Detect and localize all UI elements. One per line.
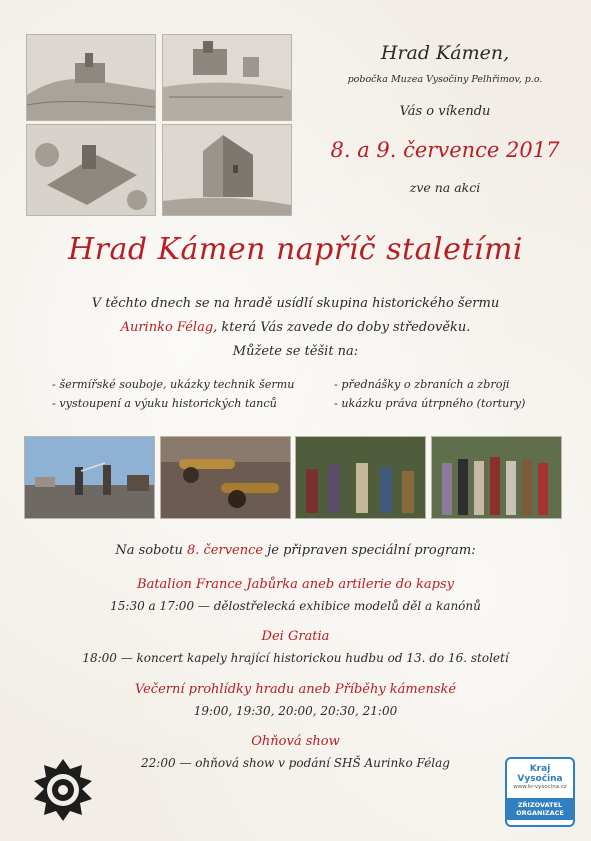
activity-item: - přednášky o zbraních a zbroji (334, 378, 510, 391)
program-detail: 18:00 — koncert kapely hrající historickou hudbu od 13. do 16. století (82, 651, 509, 665)
activity-item: - šermířské souboje, ukázky technik šermu (52, 378, 295, 391)
intro-line-2-rest: , která Vás zavede do doby středověku. (213, 320, 471, 335)
event-title: Hrad Kámen napříč staletími (67, 232, 524, 267)
program-detail: 22:00 — ohňová show v podání SHŠ Aurinko Félag (141, 756, 450, 770)
sketch-castle-village (162, 34, 292, 121)
program-title: Večerní prohlídky hradu aneb Příběhy kámenské (134, 682, 457, 697)
program-title: Ohňová show (251, 734, 340, 749)
photo-sword-fight (24, 436, 155, 519)
photo-cannon-models (160, 436, 291, 519)
program-detail: 15:30 a 17:00 — dělostřelecká exhibice modelů děl a kanónů (110, 599, 481, 613)
badge-brand: Kraj Vysočina (517, 764, 563, 784)
sketch-castle-aerial (26, 124, 156, 216)
photo-music-band (295, 436, 426, 519)
sketch-castle-tower (162, 124, 292, 216)
header-event-intro: zve na akci (409, 180, 481, 195)
badge-role: ZŘIZOVATEL ORGANIZACE (507, 798, 573, 820)
program-title: Batalion France Jabůrka aneb artilerie do kapsy (137, 577, 454, 592)
intro-line-2 (0, 320, 591, 335)
header-branch: pobočka Muzea Vysočiny Pelhřimov, p.o. (347, 74, 543, 85)
program-date: 8. července (186, 543, 264, 558)
program-detail: 19:00, 19:30, 20:00, 20:30, 21:00 (193, 704, 398, 718)
program-title: Dei Gratia (261, 629, 330, 644)
activity-item: - vystoupení a výuku historických tanců (52, 397, 277, 410)
photo-dancers (431, 436, 562, 519)
aurinko-felag-logo (26, 757, 100, 823)
badge-url: www.kr-vysocina.cz (513, 784, 567, 790)
program-intro: Na sobotu 8. července je připraven speciální program: (115, 543, 476, 558)
group-name: Aurinko Félag (120, 320, 214, 335)
kraj-vysocina-badge (505, 757, 575, 827)
intro-line-1: V těchto dnech se na hradě usídlí skupina historického šermu (91, 296, 500, 311)
header-org: Hrad Kámen, (380, 42, 510, 64)
intro-line-3: Můžete se těšit na: (232, 344, 359, 359)
sketch-castle-hill (26, 34, 156, 121)
activity-item: - ukázku práva útrpného (tortury) (334, 397, 526, 410)
header-invite: Vás o víkendu (399, 104, 491, 119)
header-date: 8. a 9. července 2017 (330, 138, 560, 162)
